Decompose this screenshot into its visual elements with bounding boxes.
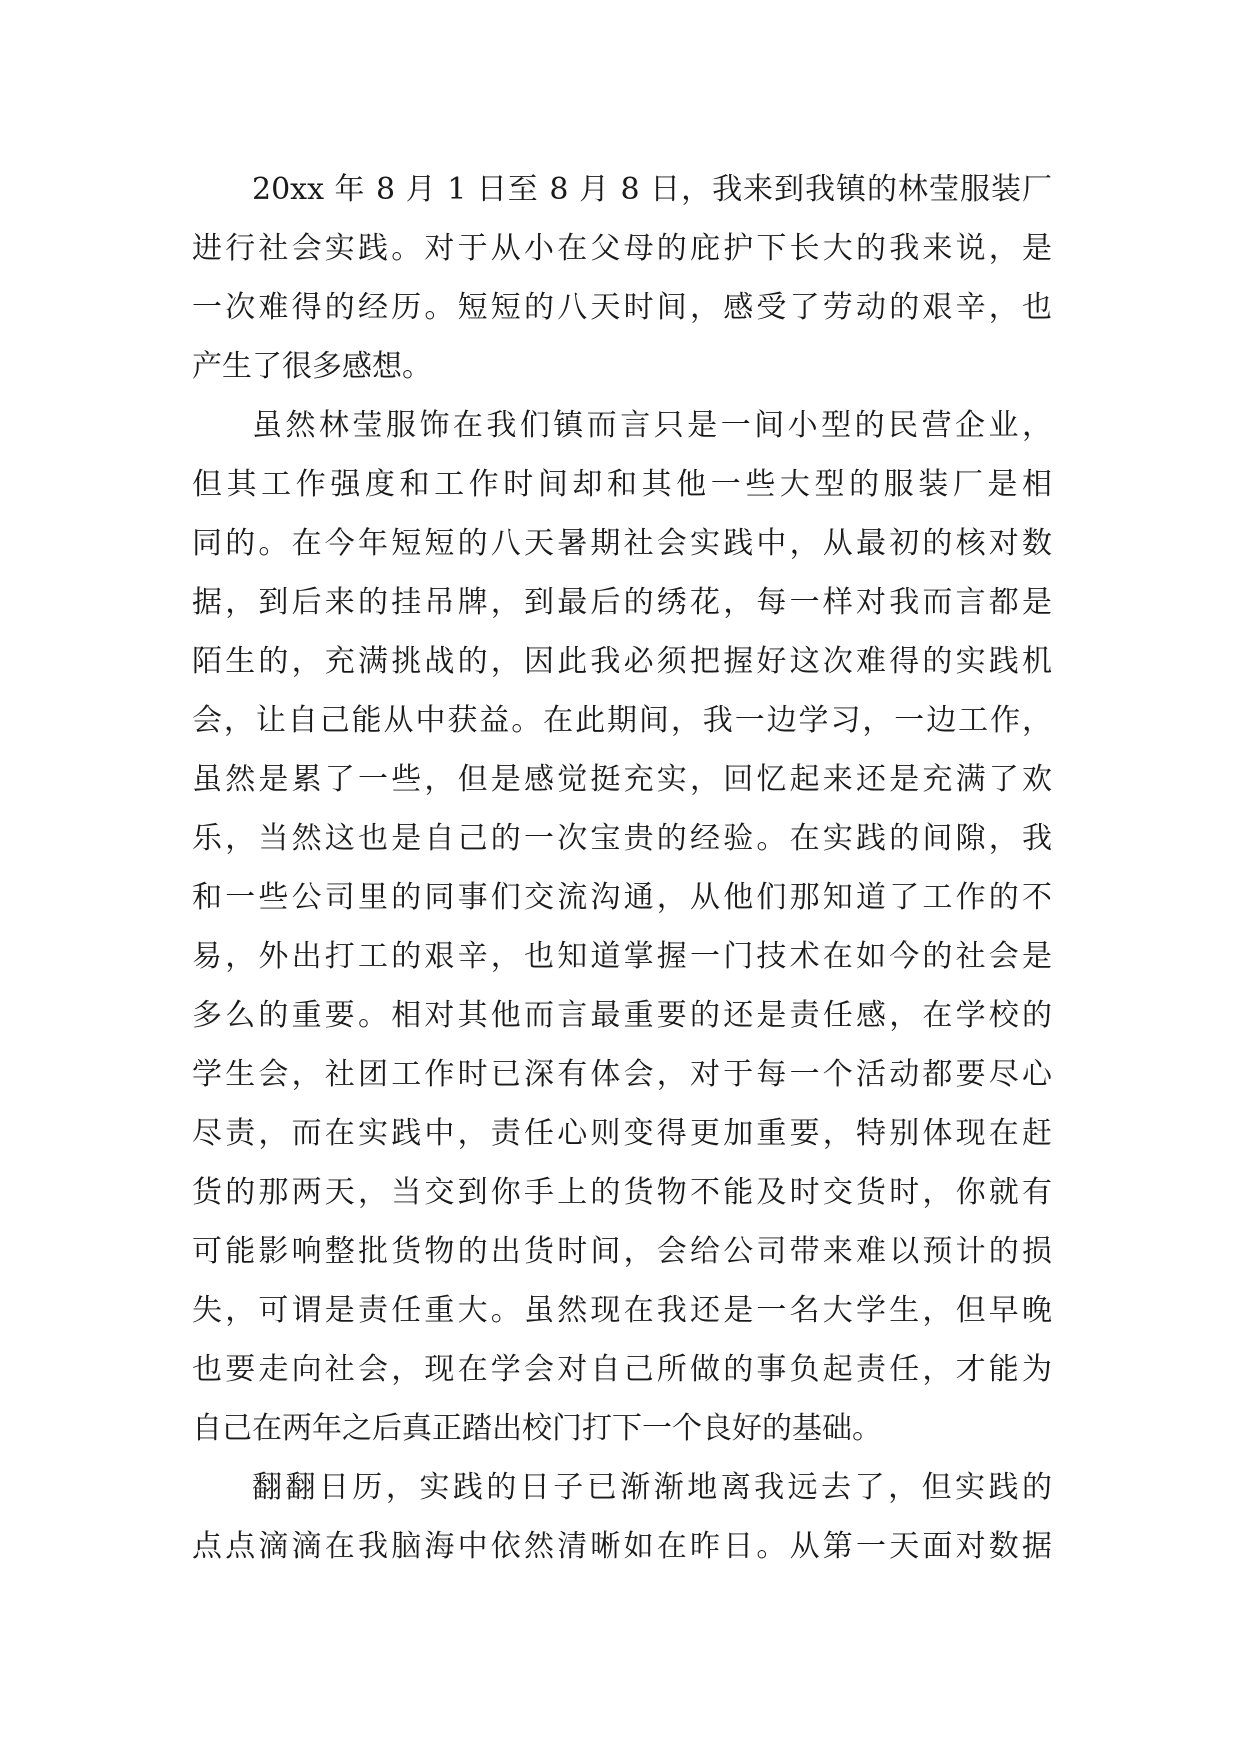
text-line: 20xx 年 8 月 1 日至 8 月 8 日，我来到我镇的林莹服装厂 xyxy=(252,172,1052,207)
text-line: 进行社会实践。对于从小在父母的庇护下长大的我来说，是 xyxy=(192,231,1052,266)
text-line: 尽责，而在实践中，责任心则变得更加重要，特别体现在赶 xyxy=(192,1116,1052,1151)
text-line: 陌生的，充满挑战的，因此我必须把握好这次难得的实践机 xyxy=(192,644,1052,679)
text-line: 产生了很多感想。 xyxy=(192,349,432,384)
text-line: 据，到后来的挂吊牌，到最后的绣花，每一样对我而言都是 xyxy=(192,585,1052,620)
text-line: 同的。在今年短短的八天暑期社会实践中，从最初的核对数 xyxy=(192,526,1052,561)
text-line: 易，外出打工的艰辛，也知道掌握一门技术在如今的社会是 xyxy=(192,939,1052,974)
text-line: 也要走向社会，现在学会对自己所做的事负起责任，才能为 xyxy=(192,1352,1052,1387)
text-line: 翻翻日历，实践的日子已渐渐地离我远去了，但实践的 xyxy=(252,1470,1052,1505)
text-line: 货的那两天，当交到你手上的货物不能及时交货时，你就有 xyxy=(192,1175,1052,1210)
text-line: 自己在两年之后真正踏出校门打下一个良好的基础。 xyxy=(192,1411,882,1446)
text-line: 失，可谓是责任重大。虽然现在我还是一名大学生，但早晚 xyxy=(192,1293,1052,1328)
text-line: 学生会，社团工作时已深有体会，对于每一个活动都要尽心 xyxy=(192,1057,1052,1092)
text-line: 乐，当然这也是自己的一次宝贵的经验。在实践的间隙，我 xyxy=(192,821,1052,856)
text-line: 会，让自己能从中获益。在此期间，我一边学习，一边工作， xyxy=(192,703,1052,738)
text-line: 虽然林莹服饰在我们镇而言只是一间小型的民营企业， xyxy=(252,408,1052,443)
text-line: 虽然是累了一些，但是感觉挺充实，回忆起来还是充满了欢 xyxy=(192,762,1052,797)
document-body xyxy=(192,160,1052,1576)
text-line: 和一些公司里的同事们交流沟通，从他们那知道了工作的不 xyxy=(192,880,1052,915)
text-line: 点点滴滴在我脑海中依然清晰如在昨日。从第一天面对数据 xyxy=(192,1529,1052,1564)
text-line: 一次难得的经历。短短的八天时间，感受了劳动的艰辛，也 xyxy=(192,290,1052,325)
text-line: 多么的重要。相对其他而言最重要的还是责任感，在学校的 xyxy=(192,998,1052,1033)
text-line: 但其工作强度和工作时间却和其他一些大型的服装厂是相 xyxy=(192,467,1052,502)
text-line: 可能影响整批货物的出货时间，会给公司带来难以预计的损 xyxy=(192,1234,1052,1269)
